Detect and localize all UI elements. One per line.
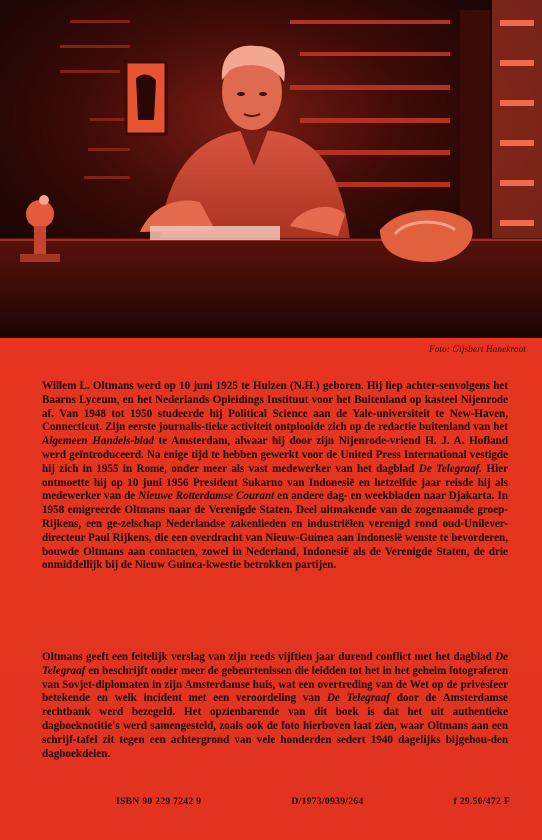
deposit-code: D/1973/0939/264 xyxy=(291,796,364,807)
biography-paragraph xyxy=(42,380,508,573)
isbn: ISBN 90 229 7242 9 xyxy=(116,796,202,807)
price: f 29.50/472 F xyxy=(453,796,510,807)
text-run: Hier ontmoette hij op 10 juni 1956 President Sukarno van Indonesië en hetzelfde jaar reisde hij als medewerker van de xyxy=(42,462,508,503)
italic-title: De Telegraaf. xyxy=(418,462,483,475)
text-run: Willem L. Oltmans werd op 10 juni 1925 te Huizen (N.H.) geboren. Hij liep achter-senvolgens het Baarns Lyceum, en het Nederlands Opleidings Instituut voor het Buitenland op kasteel Nijenrode af. Van 1948 tot 1950 studeerde hij Political Science aan de Yale-universiteit te New-Haven, Connecticut. Zijn eerste journalis-tieke activiteit ontplooide zich op de redactie buitenland van het xyxy=(42,380,508,434)
text-run: door de Amsterdamse rechtbank werd bezegeld. Het opzienbarende van dit boek is dat het uit authentieke dagboeknotitie's werd samengesteld, zoals ook de foto hierboven laat zien, waar Oltmans aan een schrijf-tafel zit tegen een achtergrond van vele honderden sedert 1940 dagelijks bijgehou-den dagboekdelen. xyxy=(42,692,508,760)
author-photo-illustration xyxy=(0,0,542,338)
biography-text xyxy=(42,380,508,573)
italic-title: Algemeen Handels-blad xyxy=(42,435,154,448)
publication-info xyxy=(116,796,510,807)
text-run: en beschrijft onder meer de gebeurtenissen die leidden tot het in het geheim fotograferen van Sovjet-diplomaten in zijn Amsterdamse huis, wat een overtreding van de Wet op de privésfeer betekende en welk incident met een veroordeling van xyxy=(42,664,508,705)
italic-title: De Telegraaf xyxy=(42,651,508,677)
diary-book xyxy=(150,226,280,240)
italic-title: Nieuwe Rotterdamse Courant xyxy=(138,490,275,503)
text-run: te Amsterdam, alwaar hij door zijn Nijenrode-vriend H. J. A. Hofland werd geïntroduceerd. Na enige tijd te hebben gewerkt voor de United Press International vestigde hij zich in 1955 in Rome, onder meer als vast medewerker van het dagblad xyxy=(42,435,508,475)
desk xyxy=(0,238,542,338)
summary-paragraph xyxy=(42,651,508,761)
italic-title: De Telegraaf xyxy=(326,692,390,705)
text-run: en andere dag- en weekbladen naar Djakarta. In 1958 emigreerde Oltmans naar de Verenigde Staten. Deel uitmakende van de zogenaamde groep-Rijkens, een ge-zelschap Nederlandse zakenlieden en industriëlen verenigd rond oud-Unilever-directeur Paul Rijkens, die een overdracht van Nieuw-Guinea aan Indonesië wenste te bevorderen, bouwde Oltmans aan contacten, zowel in Nederland, Indonesië als de Verenigde Staten, de drie onmiddellijk bij de Nieuw Guinea-kwestie betrokken partijen. xyxy=(42,490,509,572)
text-run: Oltmans geeft een feitelijk verslag van zijn reeds vijftien jaar durend conflict met het dagblad xyxy=(42,651,496,663)
summary-text xyxy=(42,651,508,761)
photo-credit: Foto: Gijsbert Hanekroot xyxy=(429,344,526,354)
author-photo xyxy=(0,0,542,338)
